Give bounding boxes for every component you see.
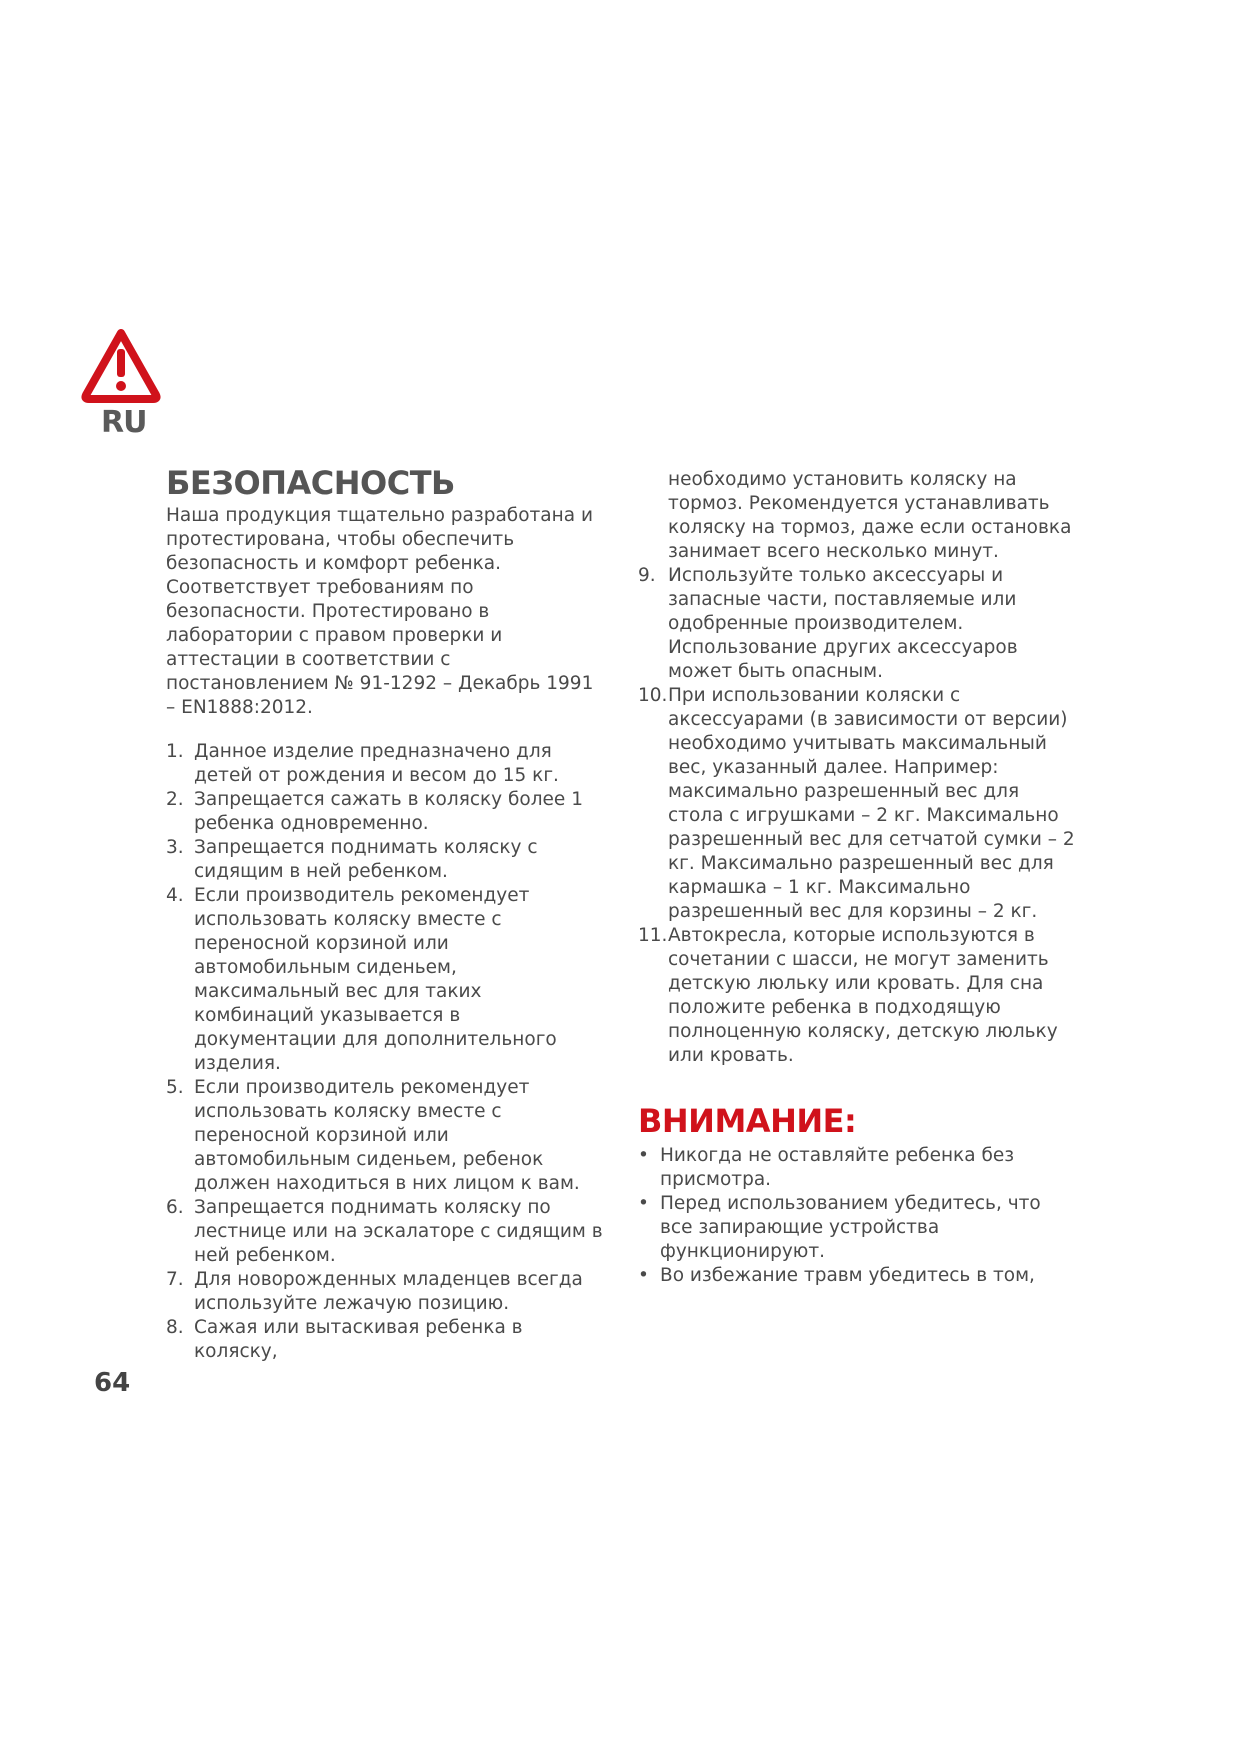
- list-item: 4. Если производитель рекомендует использовать коляску вместе с переносной корзиной или автомобильным сиденьем, максимальный вес для таких комбинаций указывается в документации для дополнительного изделия.: [166, 885, 557, 1074]
- list-item: 2. Запрещается сажать в коляску более 1 ребенка одновременно.: [166, 789, 583, 834]
- list-item: 1. Данное изделие предназначено для детей от рождения и весом до 15 кг.: [166, 741, 559, 786]
- list-item: 3. Запрещается поднимать коляску с сидящим в ней ребенком.: [166, 837, 538, 882]
- list-item: 9. Используйте только аксессуары и запасные части, поставляемые или одобренные производителем. Использование других аксессуаров может быть опасным.: [638, 565, 1018, 682]
- safety-list-left: [166, 740, 606, 1364]
- warning-title: ВНИМАНИЕ:: [638, 1102, 857, 1140]
- bullet-icon: •: [638, 1265, 649, 1286]
- warning-list: [638, 1144, 1078, 1288]
- safety-list-right: [638, 468, 1078, 1068]
- bullet-icon: •: [638, 1193, 649, 1214]
- list-item: 7. Для новорожденных младенцев всегда используйте лежачую позицию.: [166, 1269, 583, 1314]
- list-item: • Во избежание травм убедитесь в том,: [638, 1265, 1035, 1286]
- warning-triangle-icon: [80, 327, 162, 403]
- list-item: • Никогда не оставляйте ребенка без присмотра.: [638, 1145, 1015, 1190]
- list-item: необходимо установить коляску на тормоз. Рекомендуется устанавливать коляску на тормоз, даже если остановка занимает всего несколько минут.: [668, 469, 1072, 562]
- left-column: [166, 464, 606, 1364]
- list-item: 8. Сажая или вытаскивая ребенка в коляску,: [166, 1317, 523, 1362]
- safety-title: БЕЗОПАСНОСТЬ: [166, 464, 455, 502]
- list-item: • Перед использованием убедитесь, что все запирающие устройства функционируют.: [638, 1193, 1041, 1262]
- bullet-icon: •: [638, 1145, 649, 1166]
- language-code: RU: [101, 405, 147, 440]
- list-item: 10. При использовании коляски с аксессуарами (в зависимости от версии) необходимо учитывать максимальный вес, указанный далее. Например: максимально разрешенный вес для стола с игрушками – 2 кг. Максимально разрешенный вес для сетчатой сумки – 2 кг. Максимально разрешенный вес для кармашка – 1 кг. Максимально разрешенный вес для корзины – 2 кг.: [638, 685, 1075, 922]
- list-item: 11. Автокресла, которые используются в сочетании с шасси, не могут заменить детскую люльку или кровать. Для сна положите ребенка в подходящую полноценную коляску, детскую люльку или кровать.: [638, 925, 1058, 1066]
- safety-intro: Наша продукция тщательно разработана и протестирована, чтобы обеспечить безопасность и комфорт ребенка. Соответствует требованиям по безопасности. Протестировано в лаборатории с правом проверки и аттестации в соответствии с постановлением № 91-1292 – Декабрь 1991 – EN1888:2012.: [166, 505, 594, 718]
- right-column: [638, 468, 1078, 1288]
- list-item: 6. Запрещается поднимать коляску по лестнице или на эскалаторе с сидящим в ней ребенком.: [166, 1197, 603, 1266]
- page-number: 64: [94, 1368, 131, 1398]
- list-item: 5. Если производитель рекомендует использовать коляску вместе с переносной корзиной или автомобильным сиденьем, ребенок должен находиться в них лицом к вам.: [166, 1077, 580, 1194]
